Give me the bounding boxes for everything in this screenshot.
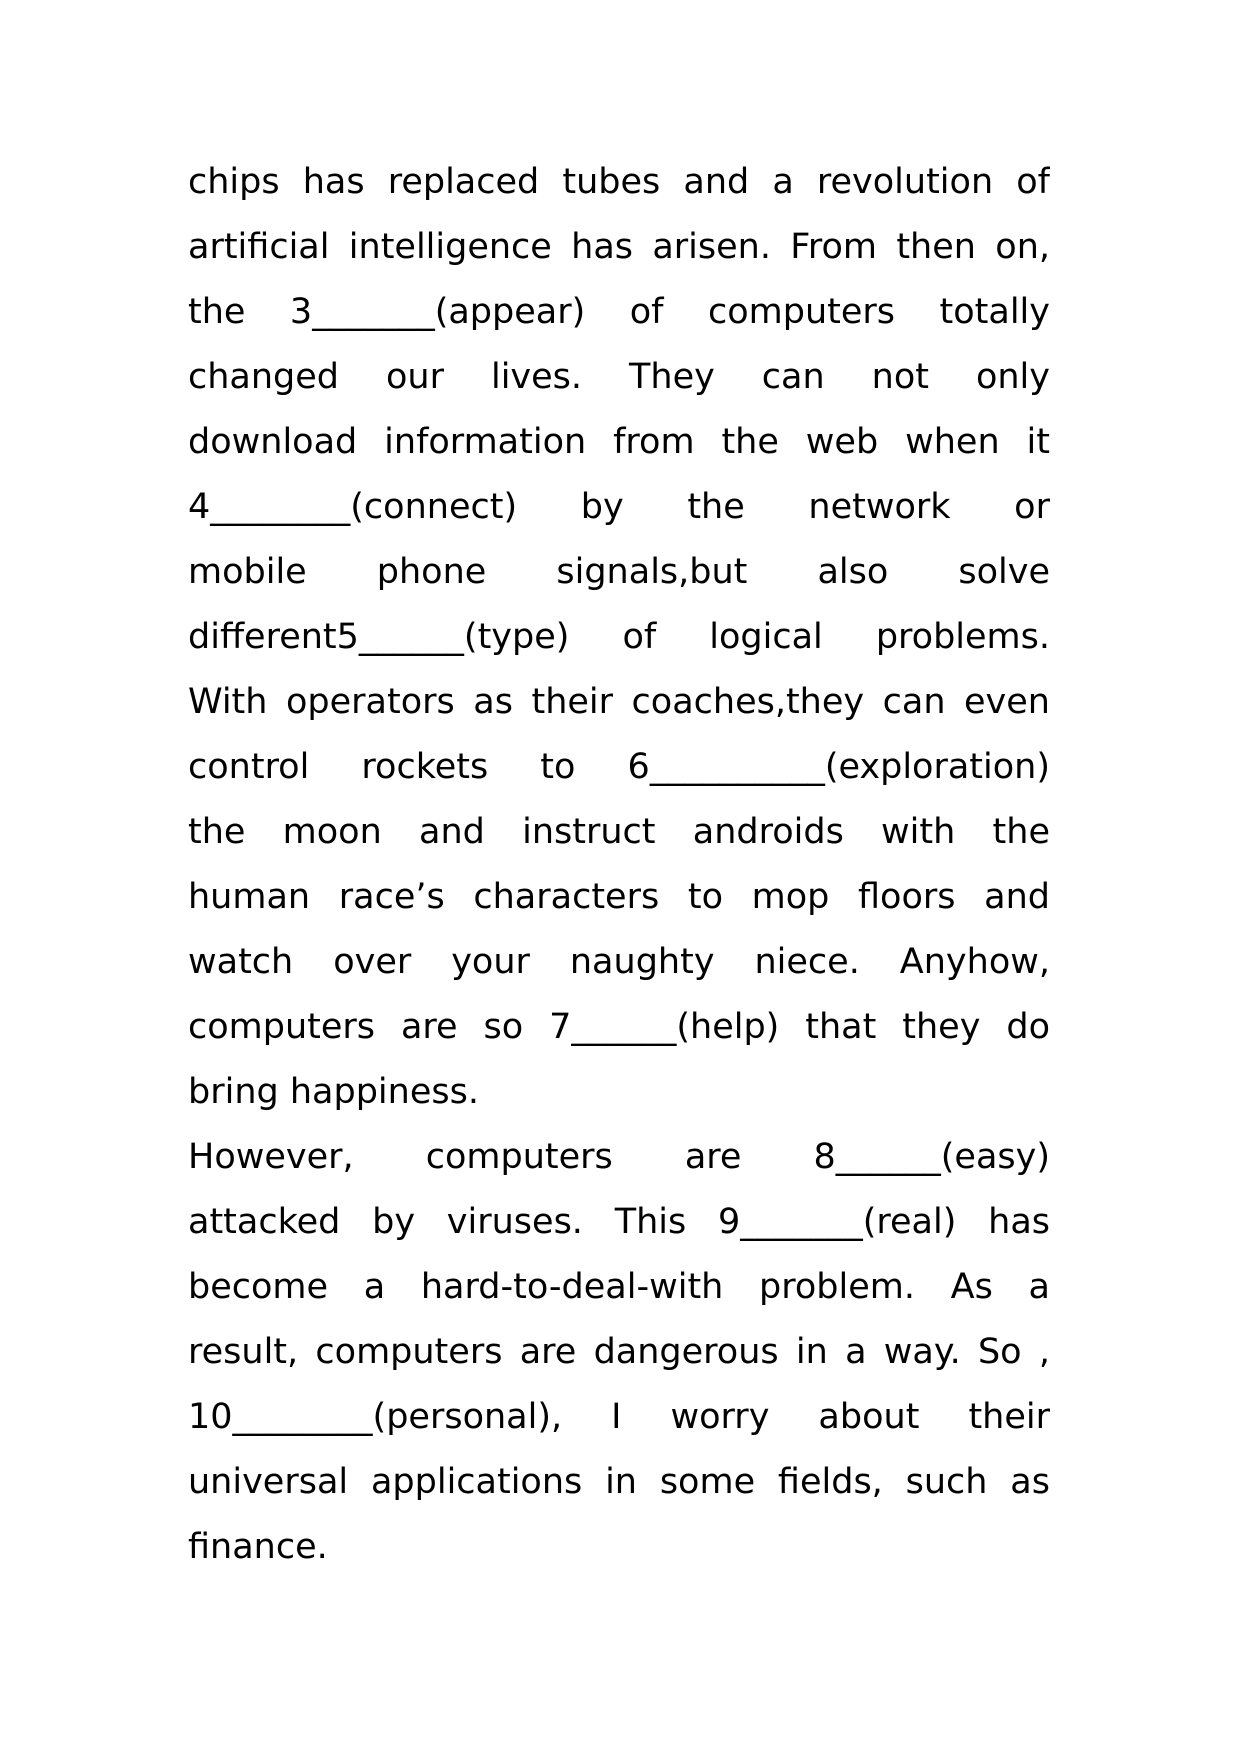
text-line: changed our lives. They can not only: [188, 357, 1050, 397]
text-line: watch over your naughty niece. Anyhow,: [188, 942, 1050, 982]
text-line: With operators as their coaches,they can even: [188, 682, 1050, 722]
text-line: become a hard-to-deal-with problem. As a: [188, 1267, 1050, 1307]
text-line: human race’s characters to mop floors and: [188, 877, 1050, 917]
text-line: universal applications in some fields, such as: [188, 1462, 1050, 1502]
paragraph-end-line: finance.: [188, 1527, 328, 1567]
text-line: different5______(type) of logical problems.: [188, 617, 1050, 657]
text-line: control rockets to 6__________(exploration): [188, 747, 1050, 787]
text-line: computers are so 7______(help) that they do: [188, 1007, 1050, 1047]
text-line: However, computers are 8______(easy): [188, 1137, 1050, 1177]
text-line: 10________(personal), I worry about their: [188, 1397, 1050, 1437]
text-line: attacked by viruses. This 9_______(real) has: [188, 1202, 1050, 1242]
text-line: download information from the web when it: [188, 422, 1050, 462]
text-line: result, computers are dangerous in a way. So ,: [188, 1332, 1050, 1372]
text-line: artificial intelligence has arisen. From then on,: [188, 227, 1050, 267]
text-line: chips has replaced tubes and a revolution of: [188, 162, 1050, 202]
paragraph-end-line: bring happiness.: [188, 1072, 479, 1112]
passage-text: [188, 150, 1050, 1580]
text-line: the moon and instruct androids with the: [188, 812, 1050, 852]
text-line: mobile phone signals,but also solve: [188, 552, 1050, 592]
text-line: 4________(connect) by the network or: [188, 487, 1050, 527]
text-line: the 3_______(appear) of computers totally: [188, 292, 1050, 332]
